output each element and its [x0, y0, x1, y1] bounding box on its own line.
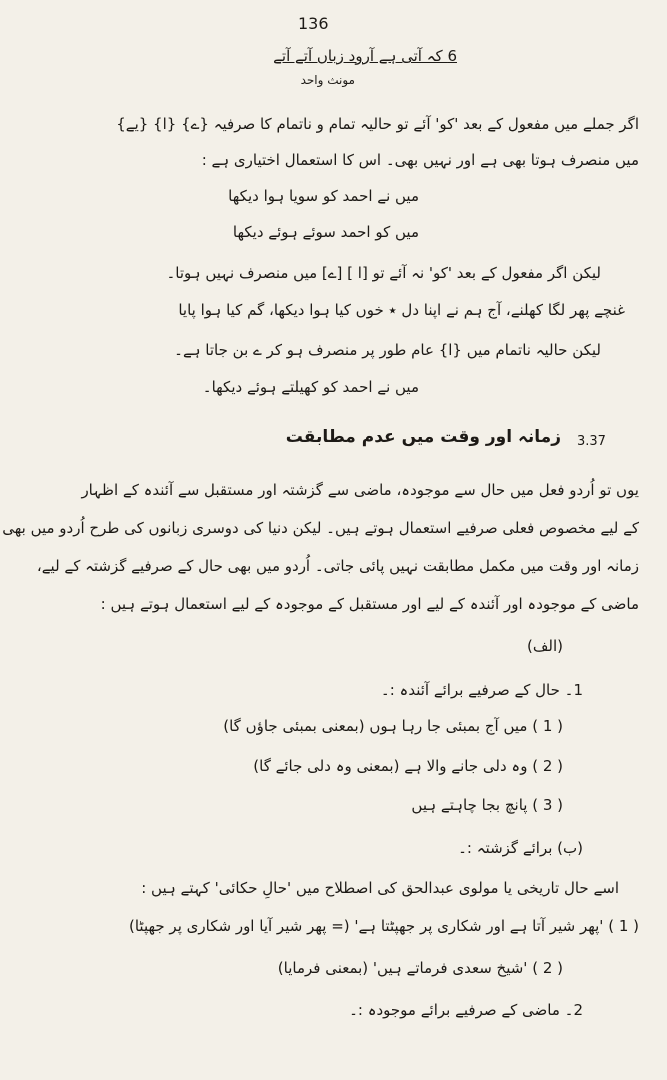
header-verse: 6 کہ آتی ہے آرود زباں آتے آتے — [273, 47, 457, 65]
example-line: میں نے احمد کو سویا ہوا دیکھا — [228, 187, 419, 205]
list-heading: 1۔ حال کے صرفیے برائے آئندہ :۔ — [380, 681, 583, 699]
example-line: میں کو احمد سوئے ہوئے دیکھا — [232, 223, 419, 241]
list-item: ( 2 ) 'شیخ سعدی فرماتے ہیں' (بمعنی فرمایا) — [277, 959, 563, 977]
section-heading: زمانہ اور وقت میں عدم مطابقت — [285, 427, 561, 447]
list-item: ( 1 ) 'پھر شیر آتا ہے اور شکاری پر جھپٹتا ہے' (= پھر شیر آیا اور شکاری پر جھپٹا) — [129, 917, 639, 935]
list-item: ( 2 ) وہ دلی جانے والا ہے (بمعنی وہ دلی جائے گا) — [253, 757, 563, 775]
paragraph-line: اسے حال تاریخی یا مولوی عبدالحق کی اصطلاح میں 'حالِ حکائی' کہتے ہیں : — [141, 879, 619, 897]
paragraph-line: ماضی کے موجودہ اور آئندہ کے لیے اور مستقبل کے موجودہ کے لیے استعمال ہوتے ہیں : — [100, 595, 639, 613]
text-line: لیکن اگر مفعول کے بعد 'کو' نہ آئے تو [ا ] [ے] میں منصرف نہیں ہوتا۔ — [166, 264, 601, 282]
text-line: لیکن حالیہ ناتمام میں {ا} عام طور پر منصرف ہو کر ے بن جاتا ہے۔ — [174, 341, 601, 359]
list-item: ( 3 ) پانچ بجا چاہتے ہیں — [411, 796, 563, 814]
text-line: میں منصرف ہوتا بھی ہے اور نہیں بھی۔ اس کا استعمال اختیاری ہے : — [201, 151, 639, 169]
paragraph-line: زمانہ اور وقت میں مکمل مطابقت نہیں پائی جاتی۔ اُردو میں بھی حال کے صرفیے گزشتہ کے لیے، — [36, 557, 639, 575]
example-line: میں نے احمد کو کھیلتے ہوئے دیکھا۔ — [202, 378, 419, 396]
verse-line: غنچے پھر لگا کھلنے، آج ہم نے اپنا دل ٭ خوں کیا ہوا دیکھا، گم کیا ہوا پایا — [178, 301, 625, 319]
subsection-label: (ب) برائے گزشتہ :۔ — [458, 839, 583, 857]
subsection-label: (الف) — [527, 637, 563, 655]
paragraph-line: کے لیے مخصوص فعلی صرفیے استعمال ہوتے ہیں۔ لیکن دنیا کی دوسری زبانوں کی طرح اُردو میں بھی — [2, 519, 639, 537]
list-item: ( 1 ) میں آج بمبئی جا رہا ہوں (بمعنی بمبئی جاؤں گا) — [223, 717, 563, 735]
text-line: اگر جملے میں مفعول کے بعد 'کو' آئے تو حالیہ تمام و ناتمام کا صرفیہ {ے} {ا} {یے} — [116, 115, 639, 133]
header-subtitle: مونث واحد — [300, 73, 355, 87]
paragraph-line: یوں تو اُردو فعل میں حال سے موجودہ، ماضی سے گزشتہ اور مستقبل سے آئندہ کے اظہار — [81, 481, 639, 499]
list-heading: 2۔ ماضی کے صرفیے برائے موجودہ :۔ — [349, 1001, 583, 1019]
page-number: 136 — [298, 14, 329, 33]
section-number: 3.37 — [577, 434, 606, 449]
